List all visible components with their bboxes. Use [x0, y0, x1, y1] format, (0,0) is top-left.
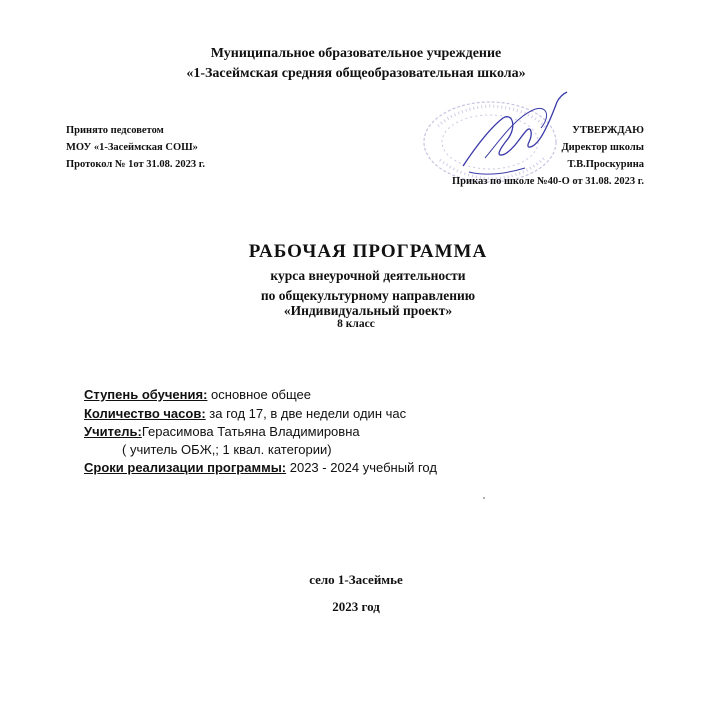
hours-value: за год 17, в две недели один час — [205, 406, 407, 421]
hours-row — [84, 406, 406, 421]
org-name-line2: «1-Засеймская средняя общеобразовательная школа» — [186, 66, 526, 81]
approve-heading: УТВЕРЖДАЮ — [572, 125, 644, 136]
hours-label: Количество часов: — [84, 406, 206, 421]
course-direction: по общекультурному направлению — [260, 288, 476, 303]
approval-school-label: МОУ «1-Засеймская СОШ» — [66, 142, 198, 153]
place-label: село 1-Засеймье — [309, 572, 403, 587]
teacher-note: ( учитель ОБЖ,; 1 квал. категории) — [122, 442, 332, 457]
approval-council-label: Принято педсоветом — [66, 125, 164, 136]
teacher-value: Герасимова Татьяна Владимировна — [141, 424, 360, 439]
period-row — [84, 460, 437, 475]
period-value: 2023 - 2024 учебный год — [286, 460, 437, 475]
director-name: Т.В.Проскурина — [567, 159, 644, 170]
stage-row — [84, 387, 311, 402]
approval-protocol-label: Протокол № 1от 31.08. 2023 г. — [66, 159, 205, 170]
order-label: Приказ по школе №40-О от 31.08. 2023 г. — [452, 176, 644, 187]
program-title: РАБОЧАЯ ПРОГРАММА — [248, 241, 488, 262]
signature-icon — [455, 88, 570, 188]
stage-value: основное общее — [207, 387, 312, 402]
course-type: курса внеурочной деятельности — [270, 268, 466, 283]
grade-label: 8 класс — [337, 318, 375, 330]
course-name: «Индивидуальный проект» — [283, 303, 453, 318]
director-label: Директор школы — [561, 142, 644, 153]
teacher-label: Учитель: — [84, 424, 142, 439]
period-label: Сроки реализации программы: — [84, 460, 287, 475]
stage-label: Ступень обучения: — [84, 387, 208, 402]
year-label: 2023 год — [332, 599, 380, 614]
scan-speck — [483, 497, 485, 499]
teacher-row — [84, 424, 360, 439]
org-name-line1: Муниципальное образовательное учреждение — [210, 46, 502, 61]
